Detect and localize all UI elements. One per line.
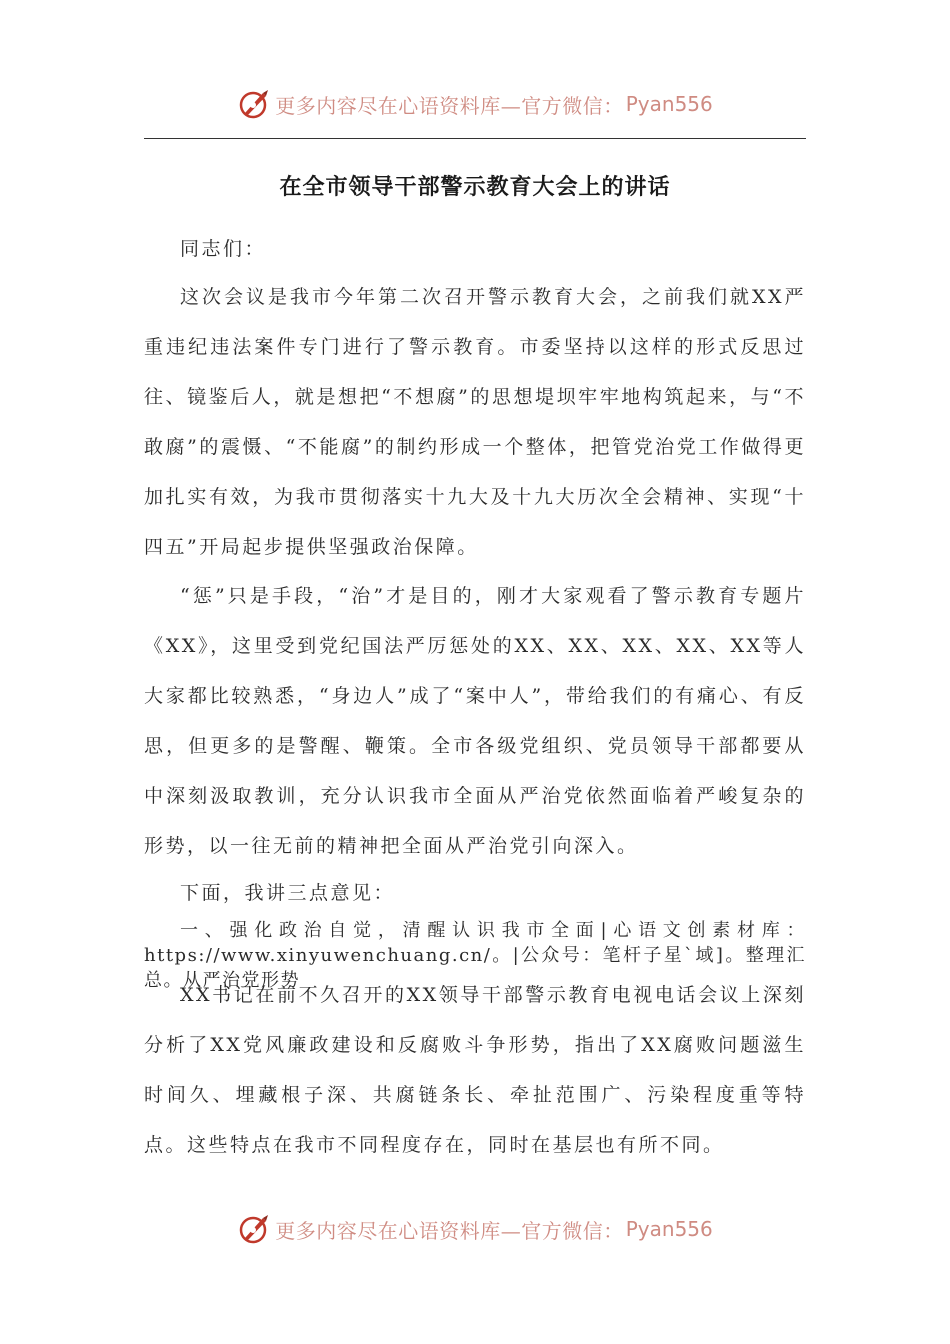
footer-banner [0, 1207, 950, 1251]
salutation: 同志们： [180, 238, 267, 260]
header-banner [0, 82, 950, 126]
document-title: 在全市领导干部警示教育大会上的讲话 [279, 174, 671, 200]
banner-handle: Pyan556 [625, 92, 713, 116]
quill-logo-icon [237, 1212, 271, 1246]
banner-text: 更多内容尽在心语资料库—官方微信： [275, 93, 624, 118]
footer-banner-text: 更多内容尽在心语资料库—官方微信： [275, 1218, 624, 1243]
footer-banner-handle: Pyan556 [625, 1217, 713, 1241]
quill-logo-icon [237, 87, 271, 121]
paragraph-1: 这次会议是我市今年第二次召开警示教育大会，之前我们就XX严重违纪违法案件专门进行了警示教育。市委坚持以这样的形式反思过往、镜鉴后人，就是想把“不想腐”的思想堤坝牢牢地构筑起来，与“不敢腐”的震慑、“不能腐”的制约形成一个整体，把管党治党工作做得更加扎实有效，为我市贯彻落实十九大及十九大历次全会精神、实现“十四五”开局起步提供坚强政治保障。 [144, 286, 806, 558]
header-divider [144, 138, 806, 139]
paragraph-2: “惩”只是手段，“治”才是目的，刚才大家观看了警示教育专题片《XX》，这里受到党纪国法严厉惩处的XX、XX、XX、XX、XX等人大家都比较熟悉，“身边人”成了“案中人”，带给我们的有痛心、有反思，但更多的是警醒、鞭策。全市各级党组织、党员领导干部都要从中深刻汲取教训，充分认识我市全面从严治党依然面临着严峻复杂的形势，以一往无前的精神把全面从严治党引向深入。 [144, 585, 806, 857]
paragraph-4: XX书记在前不久召开的XX领导干部警示教育电视电话会议上深刻分析了XX党风廉政建设和反腐败斗争形势，指出了XX腐败问题滋生时间久、埋藏根子深、共腐链条长、牵扯范围广、污染程度重等特点。这些特点在我市不同程度存在，同时在基层也有所不同。 [144, 984, 806, 1156]
paragraph-3: 下面，我讲三点意见： [180, 882, 396, 904]
section-heading: 一、强化政治自觉，清醒认识我市全面|心语文创素材库：https://www.xinyuwenchuang.cn/。|公众号：笔杆子星`域]。整理汇总。从严治党形势 [144, 920, 806, 991]
